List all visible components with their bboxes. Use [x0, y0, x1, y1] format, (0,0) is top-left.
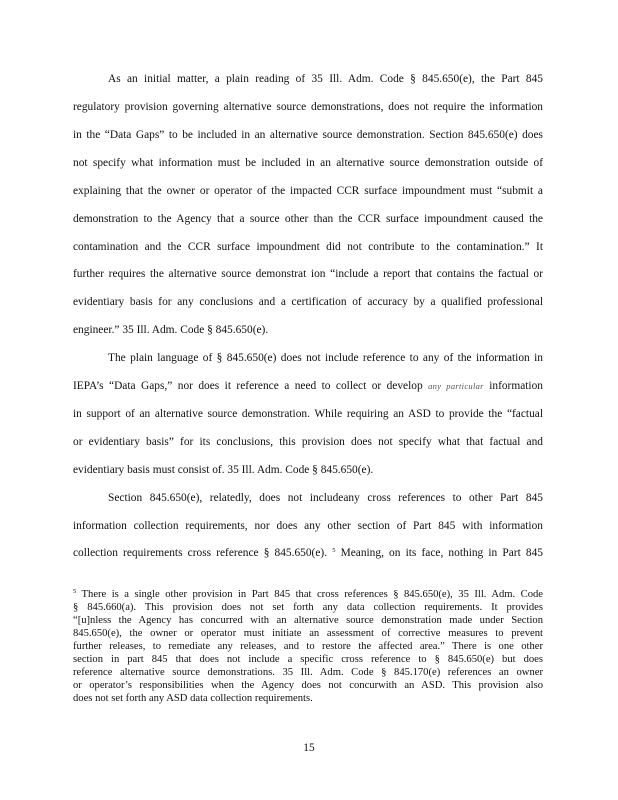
body-line-text: Meaning, on its face, nothing in Part 845: [340, 547, 543, 559]
footnote-reference: 5: [332, 547, 336, 554]
body-line: not specify what information must be included in an alternative source demonstration outside of: [73, 157, 543, 169]
footnote-line: § 845.660(a). This provision does not set forth any data collection requirements. It provides: [73, 602, 543, 613]
body-line: evidentiary basis for any conclusions and a certification of accuracy by a qualified professional: [73, 296, 543, 308]
body-line-text: IEPA’s “Data Gaps,” nor does it reference a need to collect or develop: [73, 380, 423, 392]
body-line: in support of an alternative source demonstration. While requiring an ASD to provide the “factual: [73, 408, 543, 420]
body-line: further requires the alternative source demonstrat ion “include a report that contains the factual or: [73, 268, 543, 280]
body-line: information collection requirements, nor does any other section of Part 845 with information: [73, 520, 543, 532]
footnote-marker: 5: [73, 588, 77, 595]
body-line-text: information: [489, 380, 543, 392]
body-line: regulatory provision governing alternative source demonstrations, does not require the information: [73, 101, 543, 113]
footnote-line: further releases, to remediate any releases, and to restore the affected area.” There is one other: [73, 641, 543, 652]
page-number: 15: [303, 742, 315, 754]
footnote-line: section in part 845 that does not include a specific cross reference to § 845.650(e) but does: [73, 654, 543, 665]
body-line-text: collection requirements cross reference § 845.650(e).: [73, 547, 328, 559]
body-line: Section 845.650(e), relatedly, does not includeany cross references to other Part 845: [108, 492, 543, 504]
footnote-line: “[u]nless the Agency has concurred with an alternative source demonstration made under Section: [73, 615, 543, 626]
body-line: contamination and the CCR surface impoundment did not contribute to the contamination.” It: [73, 241, 543, 253]
body-line: As an initial matter, a plain reading of 35 Ill. Adm. Code § 845.650(e), the Part 845: [108, 73, 543, 85]
body-line: [73, 546, 543, 560]
footnote-text: There is a single other provision in Part 845 that cross references § 845.650(e), 35 Ill. Adm. Code: [81, 589, 543, 600]
body-line: [73, 379, 543, 393]
footnote-line: 845.650(e), the owner or operator must initiate an assessment of corrective measures to prevent: [73, 628, 543, 639]
body-line: engineer.” 35 Ill. Adm. Code § 845.650(e).: [73, 324, 269, 336]
emphasized-text: any particular: [428, 381, 484, 391]
body-line: evidentiary basis must consist of. 35 Ill. Adm. Code § 845.650(e).: [73, 464, 374, 476]
body-line: The plain language of § 845.650(e) does not include reference to any of the information in: [108, 352, 543, 364]
body-line: in the “Data Gaps” to be included in an alternative source demonstration. Section 845.650(e) does: [73, 129, 543, 141]
footnote-line: or operator’s responsibilities when the Agency does not concurwith an ASD. This provision also: [73, 680, 543, 691]
body-line: demonstration to the Agency that a source other than the CCR surface impoundment caused the: [73, 213, 543, 225]
body-line: explaining that the owner or operator of the impacted CCR surface impoundment must “submit a: [73, 185, 543, 197]
footnote-line: [73, 589, 543, 601]
footnote-line: reference alternative source demonstrations. 35 Ill. Adm. Code § 845.170(e) references an owner: [73, 667, 543, 678]
body-line: or evidentiary basis” for its conclusions, this provision does not specify what that factual and: [73, 436, 543, 448]
footnote-line: does not set forth any ASD data collection requirements.: [73, 693, 313, 704]
